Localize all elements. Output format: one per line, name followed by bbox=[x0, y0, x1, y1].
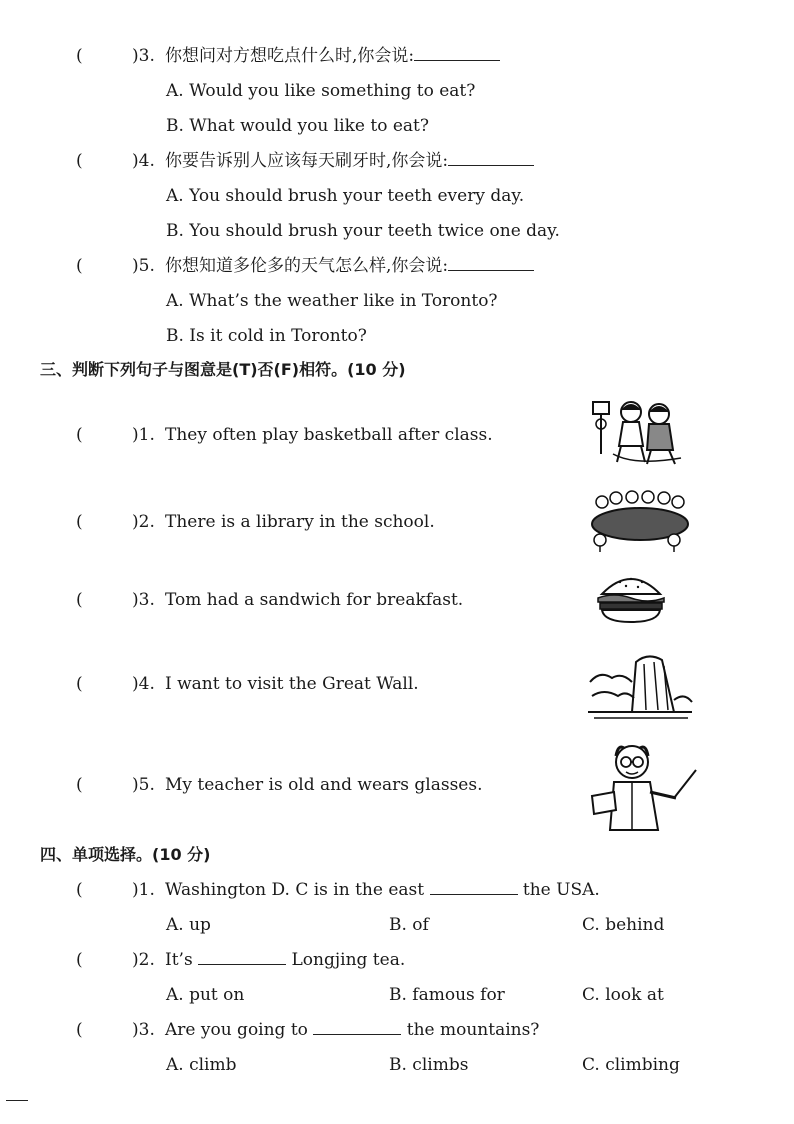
answer-paren[interactable]: ( bbox=[76, 1020, 83, 1040]
answer-paren[interactable]: ( bbox=[76, 151, 83, 171]
option-a[interactable]: A. climb bbox=[166, 1055, 237, 1075]
question-number: )5. bbox=[132, 775, 155, 795]
option-b[interactable]: B. climbs bbox=[389, 1055, 469, 1075]
option-b[interactable]: B. of bbox=[389, 915, 429, 935]
answer-blank[interactable] bbox=[414, 46, 500, 61]
old-teacher-picture bbox=[588, 740, 700, 832]
question-number: )2. bbox=[132, 950, 155, 970]
option-a[interactable]: A. What’s the weather like in Toronto? bbox=[166, 291, 498, 311]
statement-text: Tom had a sandwich for breakfast. bbox=[165, 590, 464, 610]
question-number: )2. bbox=[132, 512, 155, 532]
option-b[interactable]: B. What would you like to eat? bbox=[166, 116, 429, 136]
answer-blank[interactable] bbox=[313, 1020, 401, 1035]
answer-paren[interactable]: ( bbox=[76, 775, 83, 795]
section4-title: 四、单项选择。(10 分) bbox=[40, 845, 211, 864]
question-stem: 你要告诉别人应该每天刷牙时,你会说: bbox=[165, 151, 449, 171]
statement-text: I want to visit the Great Wall. bbox=[165, 674, 419, 694]
answer-blank[interactable] bbox=[198, 950, 286, 965]
answer-paren[interactable]: ( bbox=[76, 674, 83, 694]
question-stem-after: Longjing tea. bbox=[291, 950, 406, 970]
option-a[interactable]: A. You should brush your teeth every day. bbox=[166, 186, 525, 206]
option-a[interactable]: A. Would you like something to eat? bbox=[166, 81, 476, 101]
question-number: )1. bbox=[132, 425, 155, 445]
question-number: )3. bbox=[132, 46, 155, 66]
statement-text: My teacher is old and wears glasses. bbox=[165, 775, 483, 795]
question-stem-after: the mountains? bbox=[406, 1020, 540, 1040]
question-stem-before: Washington D. C is in the east bbox=[165, 880, 425, 900]
question-number: )4. bbox=[132, 151, 155, 171]
question-number: )4. bbox=[132, 674, 155, 694]
answer-paren[interactable]: ( bbox=[76, 590, 83, 610]
option-c[interactable]: C. look at bbox=[582, 985, 664, 1005]
question-stem: 你想知道多伦多的天气怎么样,你会说: bbox=[165, 256, 449, 276]
question-stem-before: It’s bbox=[165, 950, 193, 970]
lake-with-trees-picture bbox=[588, 490, 692, 552]
option-b[interactable]: B. You should brush your teeth twice one day. bbox=[166, 221, 560, 241]
answer-blank[interactable] bbox=[448, 256, 534, 271]
statement-text: They often play basketball after class. bbox=[165, 425, 493, 445]
answer-paren[interactable]: ( bbox=[76, 425, 83, 445]
answer-paren[interactable]: ( bbox=[76, 880, 83, 900]
answer-paren[interactable]: ( bbox=[76, 46, 83, 66]
answer-paren[interactable]: ( bbox=[76, 256, 83, 276]
option-c[interactable]: C. behind bbox=[582, 915, 665, 935]
question-stem-before: Are you going to bbox=[165, 1020, 308, 1040]
statement-text: There is a library in the school. bbox=[165, 512, 435, 532]
question-stem-after: the USA. bbox=[522, 880, 600, 900]
answer-blank[interactable] bbox=[430, 880, 518, 895]
option-a[interactable]: A. put on bbox=[166, 985, 245, 1005]
hamburger-picture bbox=[594, 570, 668, 624]
answer-paren[interactable]: ( bbox=[76, 512, 83, 532]
answer-blank[interactable] bbox=[448, 151, 534, 166]
option-b[interactable]: B. Is it cold in Toronto? bbox=[166, 326, 367, 346]
question-number: )3. bbox=[132, 1020, 155, 1040]
answer-paren[interactable]: ( bbox=[76, 950, 83, 970]
question-number: )5. bbox=[132, 256, 155, 276]
section3-title: 三、判断下列句子与图意是(T)否(F)相符。(10 分) bbox=[40, 360, 406, 379]
option-a[interactable]: A. up bbox=[166, 915, 211, 935]
question-number: )3. bbox=[132, 590, 155, 610]
question-number: )1. bbox=[132, 880, 155, 900]
option-b[interactable]: B. famous for bbox=[389, 985, 505, 1005]
option-c[interactable]: C. climbing bbox=[582, 1055, 680, 1075]
rock-mountain-picture bbox=[588, 652, 694, 722]
page-edge-mark bbox=[6, 1100, 28, 1101]
kids-basketball-picture bbox=[585, 396, 689, 468]
question-stem: 你想问对方想吃点什么时,你会说: bbox=[165, 46, 415, 66]
